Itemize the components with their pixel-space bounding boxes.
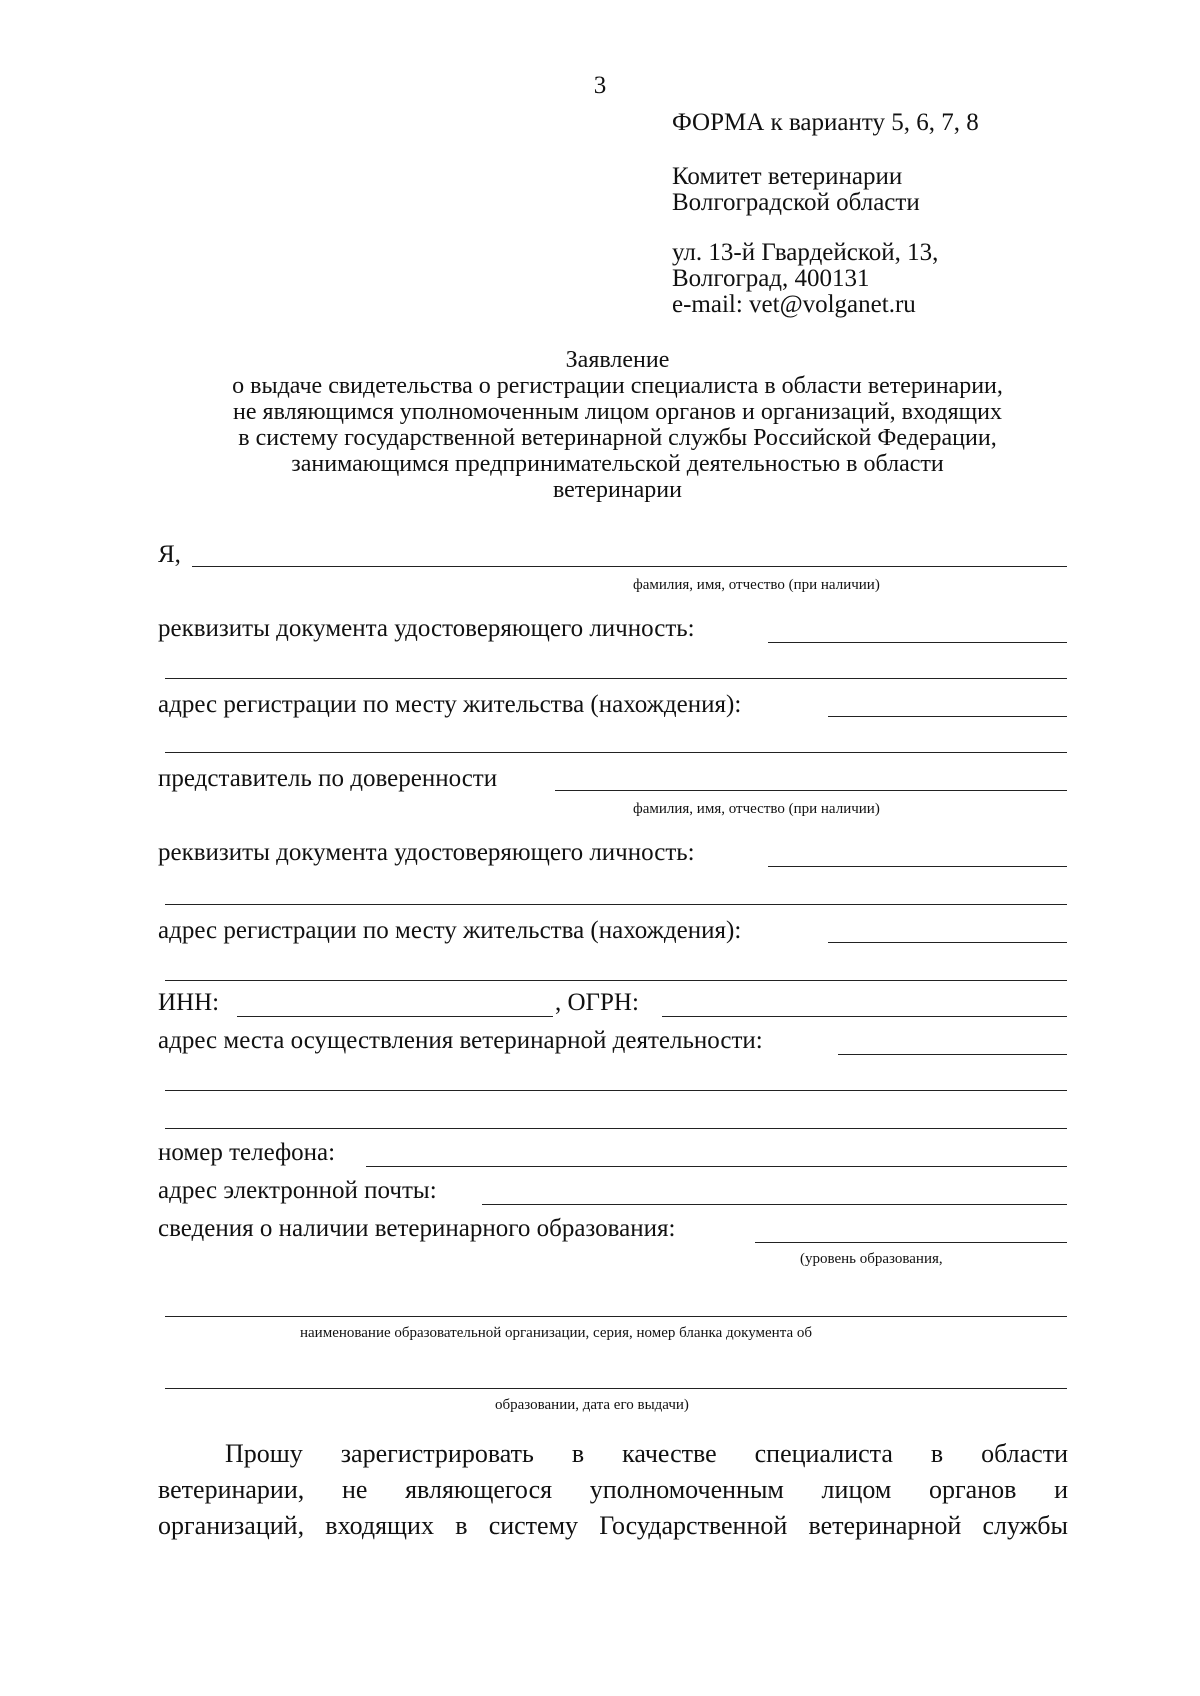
education-input-line[interactable]	[755, 1242, 1067, 1243]
field-label-ogrn: , ОГРН:	[555, 989, 639, 1016]
activity-address-input-line-2[interactable]	[165, 1090, 1067, 1091]
field-label-id-doc: реквизиты документа удостоверяющего личность:	[158, 615, 695, 642]
inn-input-line[interactable]	[237, 1016, 553, 1017]
title-line-3: в систему государственной ветеринарной службы Российской Федерации,	[238, 425, 997, 451]
field-label-inn: ИНН:	[158, 989, 220, 1016]
recipient-line-2: Волгоградской области	[672, 189, 920, 216]
phone-input-line[interactable]	[366, 1166, 1067, 1167]
field-label-rep-reg-address: адрес регистрации по месту жительства (нахождения):	[158, 917, 742, 944]
title-line-4: занимающимся предпринимательской деятельностью в области	[291, 451, 944, 477]
field-label-phone: номер телефона:	[158, 1139, 336, 1166]
field-label-rep-id-doc: реквизиты документа удостоверяющего личность:	[158, 839, 695, 866]
recipient-line-1: Комитет ветеринарии	[672, 163, 903, 190]
ogrn-input-line[interactable]	[662, 1016, 1067, 1017]
address-line-2: Волгоград, 400131	[672, 265, 870, 292]
field-label-representative: представитель по доверенности	[158, 765, 498, 792]
representative-fio-caption: фамилия, имя, отчество (при наличии)	[633, 801, 880, 817]
education-caption-3: образовании, дата его выдачи)	[495, 1397, 689, 1413]
rep-reg-address-input-line[interactable]	[828, 942, 1067, 943]
activity-address-input-line[interactable]	[838, 1054, 1067, 1055]
rep-reg-address-input-line-2[interactable]	[165, 980, 1067, 981]
rep-id-doc-input-line-2[interactable]	[165, 904, 1067, 905]
education-caption-2: наименование образовательной организации, серия, номер бланка документа об	[300, 1325, 812, 1341]
reg-address-input-line[interactable]	[828, 716, 1067, 717]
page-number: 3	[593, 72, 607, 99]
address-line-1: ул. 13-й Гвардейской, 13,	[672, 239, 939, 266]
field-label-email: адрес электронной почты:	[158, 1177, 437, 1204]
education-input-line-2[interactable]	[165, 1316, 1067, 1317]
education-caption-1: (уровень образования,	[800, 1251, 943, 1267]
representative-input-line[interactable]	[555, 790, 1067, 791]
request-line-3: организаций, входящих в систему Государственной ветеринарной службы	[158, 1511, 1068, 1540]
education-input-line-3[interactable]	[165, 1388, 1067, 1389]
title-line-2: не являющимся уполномоченным лицом органов и организаций, входящих	[233, 399, 1002, 425]
id-doc-input-line-2[interactable]	[165, 678, 1067, 679]
request-line-2: ветеринарии, не являющегося уполномоченным лицом органов и	[158, 1475, 1068, 1504]
activity-address-input-line-3[interactable]	[165, 1128, 1067, 1129]
title-line-1: о выдаче свидетельства о регистрации специалиста в области ветеринарии,	[232, 373, 1003, 399]
fio-caption: фамилия, имя, отчество (при наличии)	[633, 577, 880, 593]
fio-input-line[interactable]	[192, 566, 1067, 567]
rep-id-doc-input-line[interactable]	[768, 866, 1067, 867]
id-doc-input-line[interactable]	[768, 642, 1067, 643]
reg-address-input-line-2[interactable]	[165, 752, 1067, 753]
request-line-1: Прошу зарегистрировать в качестве специалиста в области	[225, 1439, 1068, 1468]
form-reference: ФОРМА к варианту 5, 6, 7, 8	[672, 109, 979, 136]
field-label-activity-address: адрес места осуществления ветеринарной деятельности:	[158, 1027, 763, 1054]
email-input-line[interactable]	[482, 1204, 1067, 1205]
field-label-education: сведения о наличии ветеринарного образования:	[158, 1215, 676, 1242]
field-label-reg-address: адрес регистрации по месту жительства (нахождения):	[158, 691, 742, 718]
title-line-5: ветеринарии	[552, 477, 682, 503]
document-title: Заявление	[565, 347, 670, 373]
email-address: e-mail: vet@volganet.ru	[672, 291, 916, 318]
field-label-ya: Я,	[158, 541, 181, 568]
